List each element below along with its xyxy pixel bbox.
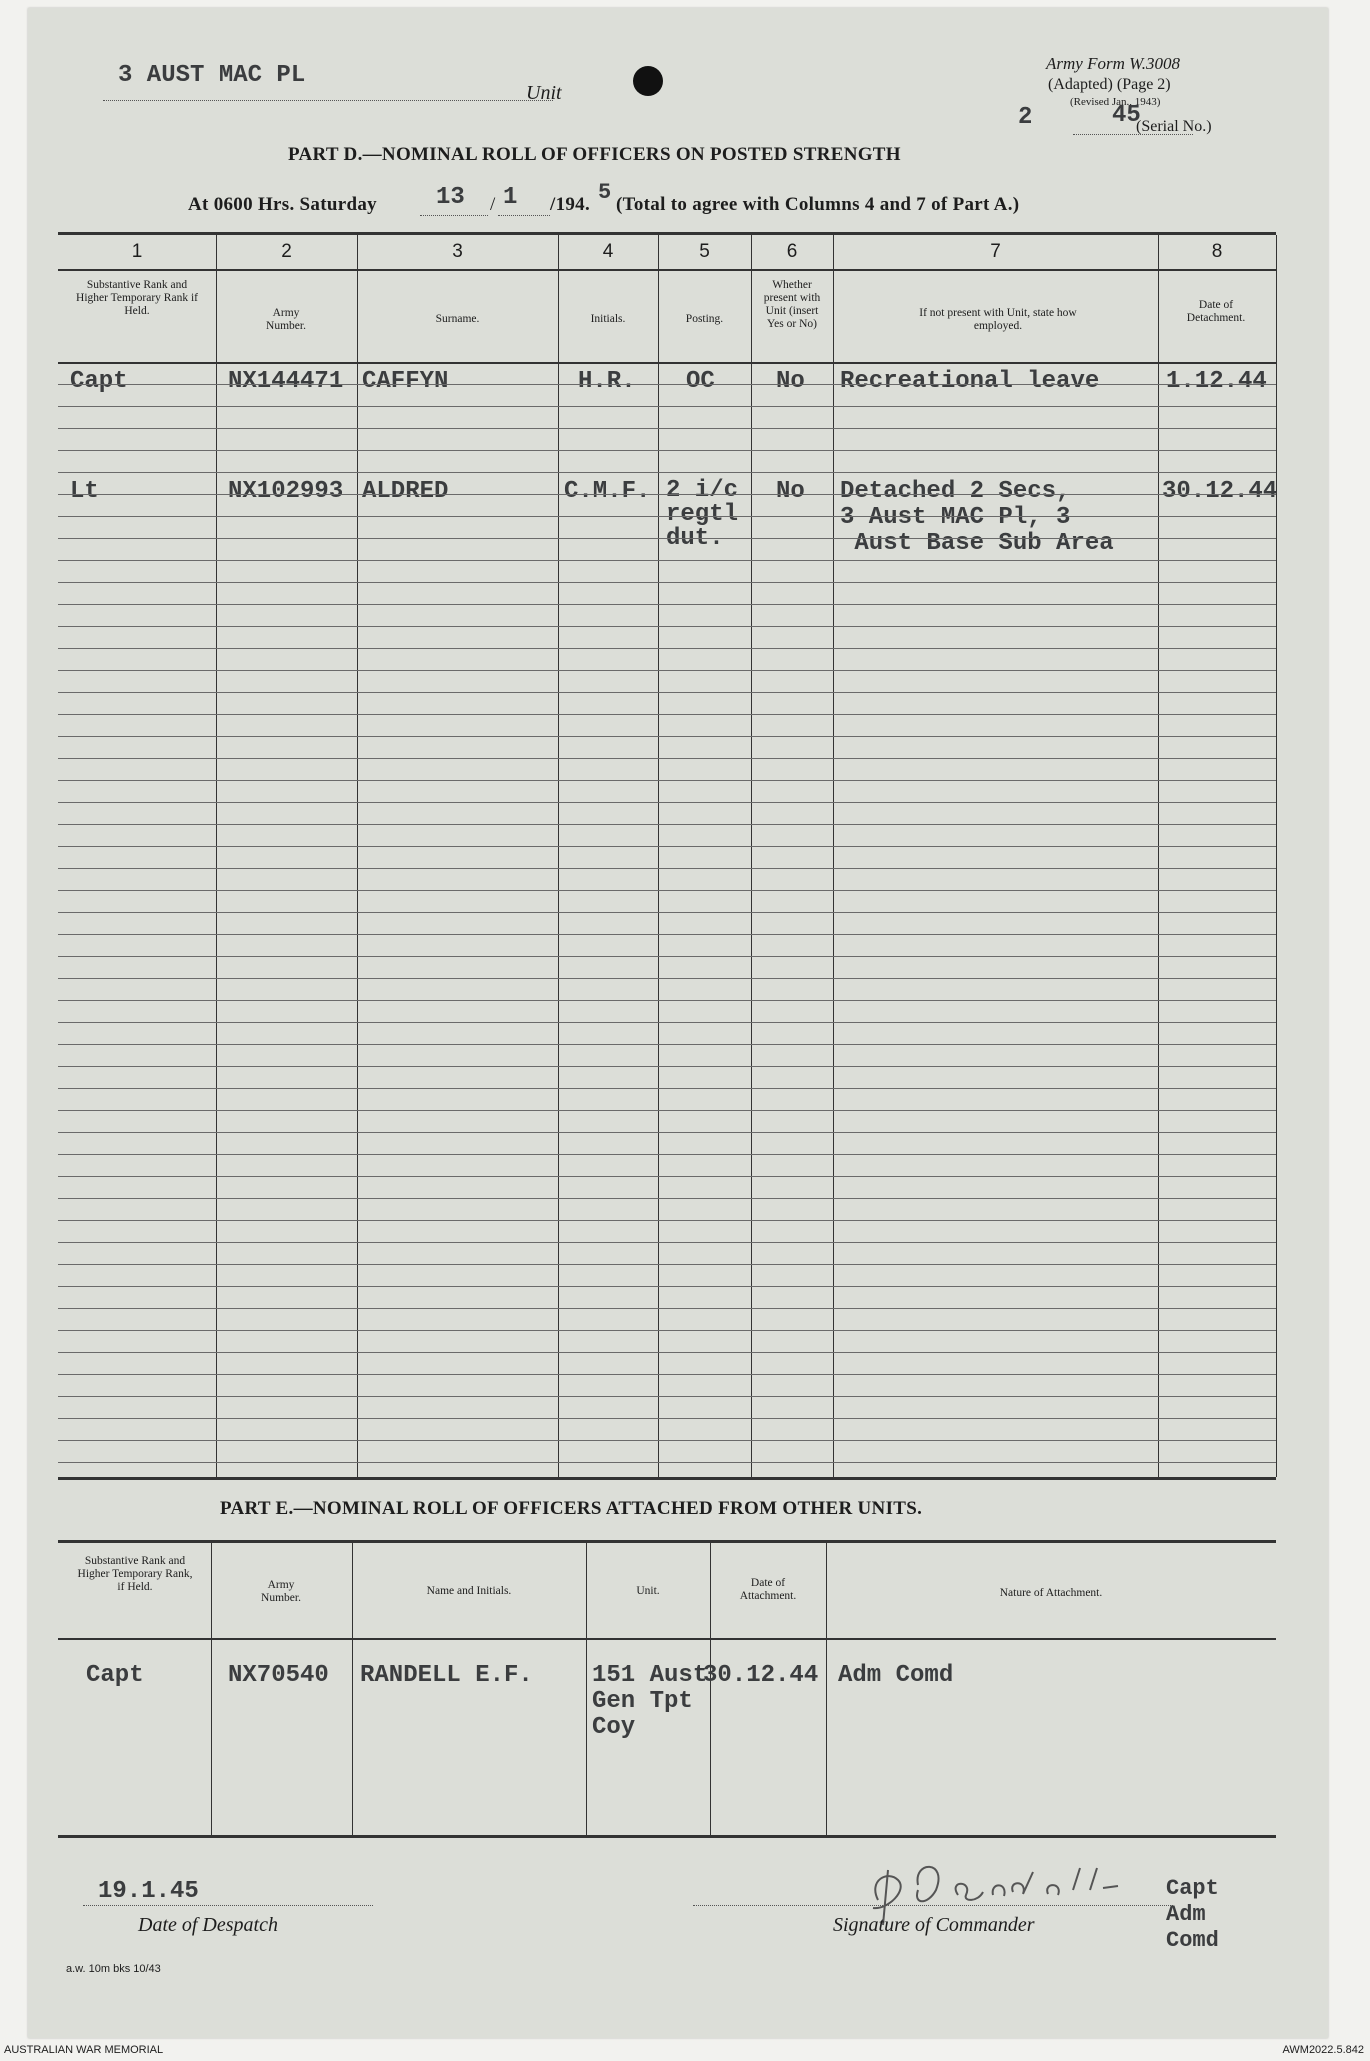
year-prefix: /194.	[550, 194, 591, 215]
row-1-surname: CAFFYN	[362, 368, 449, 395]
ruled-line	[58, 1286, 1276, 1287]
part-e-table	[58, 1540, 1276, 1838]
ruled-line	[58, 1066, 1276, 1067]
ruled-line	[58, 802, 1276, 803]
row-1-date: 1.12.44	[1166, 368, 1267, 395]
ruled-line	[58, 494, 1276, 495]
column-number: 1	[131, 241, 143, 262]
date-month: 1	[503, 184, 518, 211]
ruled-line	[58, 736, 1276, 737]
part-d-table	[58, 232, 1276, 1480]
column-header-posting: Posting.	[685, 313, 724, 325]
ruled-line	[58, 1242, 1276, 1243]
ruled-line	[58, 1308, 1276, 1309]
e-row-1-army-number: NX70540	[228, 1662, 329, 1689]
ruled-line	[58, 538, 1276, 539]
ruled-line	[58, 956, 1276, 957]
ruled-line	[58, 384, 1276, 385]
column-header-initials: Initials.	[590, 313, 626, 325]
ruled-line	[58, 1110, 1276, 1111]
form-sheet	[28, 8, 1328, 2038]
ruled-line	[58, 1022, 1276, 1023]
row-2-rank: Lt	[70, 478, 99, 505]
despatch-value: 19.1.45	[98, 1878, 199, 1905]
row-1-rank: Capt	[70, 368, 128, 395]
form-revised: (Revised Jan., 1943)	[1070, 96, 1161, 108]
ruled-line	[58, 1132, 1276, 1133]
unit-label: Unit	[526, 82, 562, 104]
ruled-line	[58, 406, 1276, 407]
row-1-present: No	[776, 368, 805, 395]
ruled-line	[58, 1396, 1276, 1397]
signature-label: Signature of Commander	[833, 1914, 1035, 1936]
total-note: (Total to agree with Columns 4 and 7 of Part A.)	[616, 194, 1020, 215]
row-1-army-number: NX144471	[228, 368, 344, 395]
ruled-line	[58, 516, 1276, 517]
row-2-present: No	[776, 478, 805, 505]
row-2-date: 30.12.44	[1162, 478, 1278, 505]
e-column-header-army-number: Army Number.	[261, 1579, 301, 1604]
month-line	[498, 215, 550, 216]
ruled-line	[58, 604, 1276, 605]
ruled-line	[58, 1198, 1276, 1199]
serial-value-2: 45	[1112, 102, 1141, 129]
ruled-line	[58, 582, 1276, 583]
e-column-header-name: Name and Initials.	[426, 1585, 512, 1597]
ruled-line	[58, 1088, 1276, 1089]
ruled-line	[58, 846, 1276, 847]
column-header-detachment-date: Date of Detachment.	[1186, 299, 1246, 324]
row-2-posting: 2 i/c regtl dut.	[666, 477, 739, 552]
ruled-line	[58, 560, 1276, 561]
row-2-surname: ALDRED	[362, 478, 449, 505]
row-2-initials: C.M.F.	[564, 478, 651, 505]
e-row-1-date: 30.12.44	[703, 1662, 819, 1689]
ruled-line	[58, 626, 1276, 627]
ruled-line	[58, 912, 1276, 913]
column-header-employed: If not present with Unit, state how employed.	[919, 307, 1077, 332]
e-row-1-nature: Adm Comd	[838, 1662, 954, 1689]
e-row-1-rank: Capt	[86, 1662, 144, 1689]
e-column-header-unit: Unit.	[636, 1585, 660, 1597]
despatch-line	[83, 1905, 373, 1906]
date-day: 13	[436, 184, 465, 211]
credit-left: AUSTRALIAN WAR MEMORIAL	[4, 2044, 164, 2056]
punch-hole	[633, 66, 663, 96]
ruled-line	[58, 1352, 1276, 1353]
column-header-surname: Surname.	[435, 313, 480, 325]
e-row-1-unit: 151 Aust Gen Tpt Coy	[592, 1662, 708, 1741]
ruled-line	[58, 1220, 1276, 1221]
unit-line	[103, 100, 553, 101]
e-column-header-nature: Nature of Attachment.	[999, 1587, 1103, 1599]
form-adapted: (Adapted) (Page 2)	[1048, 76, 1171, 93]
ruled-line	[58, 692, 1276, 693]
ruled-line	[58, 472, 1276, 473]
day-line	[420, 215, 488, 216]
column-number: 5	[699, 241, 710, 262]
column-number: 7	[990, 241, 1001, 262]
column-number: 6	[786, 241, 798, 262]
ruled-line	[58, 978, 1276, 979]
column-number: 2	[281, 241, 292, 262]
ruled-line	[58, 1418, 1276, 1419]
part-d-title: PART D.—NOMINAL ROLL OF OFFICERS ON POSTED STRENGTH	[288, 144, 901, 165]
row-1-employed: Recreational leave	[840, 368, 1100, 395]
ruled-line	[58, 1440, 1276, 1441]
print-code: a.w. 10m bks 10/43	[66, 1963, 161, 1975]
column-number: 8	[1211, 241, 1223, 262]
serial-value-1: 2	[1018, 104, 1033, 131]
signature-line	[693, 1905, 1173, 1906]
row-2-employed: Detached 2 Secs, 3 Aust MAC Pl, 3 Aust Base Sub Area	[840, 478, 1114, 557]
ruled-line	[58, 758, 1276, 759]
column-number: 4	[602, 241, 614, 262]
ruled-line	[58, 1044, 1276, 1045]
column-number: 3	[452, 241, 463, 262]
ruled-line	[58, 1000, 1276, 1001]
column-header-rank: Substantive Rank and Higher Temporary Rank if Held.	[76, 279, 198, 317]
ruled-line	[58, 1374, 1276, 1375]
ruled-line	[58, 1154, 1276, 1155]
e-column-header-date: Date of Attachment.	[739, 1577, 797, 1602]
ruled-line	[58, 1462, 1276, 1463]
commander-title: Capt Adm Comd	[1166, 1876, 1219, 1953]
e-column-header-rank: Substantive Rank and Higher Temporary Rank, if Held.	[77, 1555, 193, 1593]
ruled-line	[58, 868, 1276, 869]
row-1-initials: H.R.	[578, 368, 636, 395]
ruled-line	[58, 648, 1276, 649]
ruled-line	[58, 1176, 1276, 1177]
year-digit: 5	[598, 180, 612, 205]
ruled-line	[58, 714, 1276, 715]
at-prefix: At 0600 Hrs. Saturday	[188, 194, 377, 215]
column-header-present: Whether present with Unit (insert Yes or No)	[763, 279, 821, 330]
ruled-line	[58, 780, 1276, 781]
credit-right: AWM2022.5.842	[1282, 2044, 1364, 2056]
form-name: Army Form W.3008	[1046, 54, 1180, 73]
ruled-line	[58, 428, 1276, 429]
row-1-posting: OC	[686, 368, 715, 395]
row-2-army-number: NX102993	[228, 478, 344, 505]
ruled-line	[58, 824, 1276, 825]
e-row-1-name: RANDELL E.F.	[360, 1662, 533, 1689]
column-header-army-number: Army Number.	[266, 307, 306, 332]
ruled-line	[58, 934, 1276, 935]
ruled-line	[58, 670, 1276, 671]
ruled-line	[58, 450, 1276, 451]
ruled-line	[58, 890, 1276, 891]
unit-value: 3 AUST MAC PL	[118, 62, 306, 89]
part-e-title: PART E.—NOMINAL ROLL OF OFFICERS ATTACHED FROM OTHER UNITS.	[220, 1498, 923, 1519]
date-slash: /	[490, 194, 496, 215]
despatch-label: Date of Despatch	[138, 1914, 278, 1936]
serial-label: (Serial No.)	[1136, 118, 1212, 135]
ruled-line	[58, 1264, 1276, 1265]
ruled-line	[58, 1330, 1276, 1331]
